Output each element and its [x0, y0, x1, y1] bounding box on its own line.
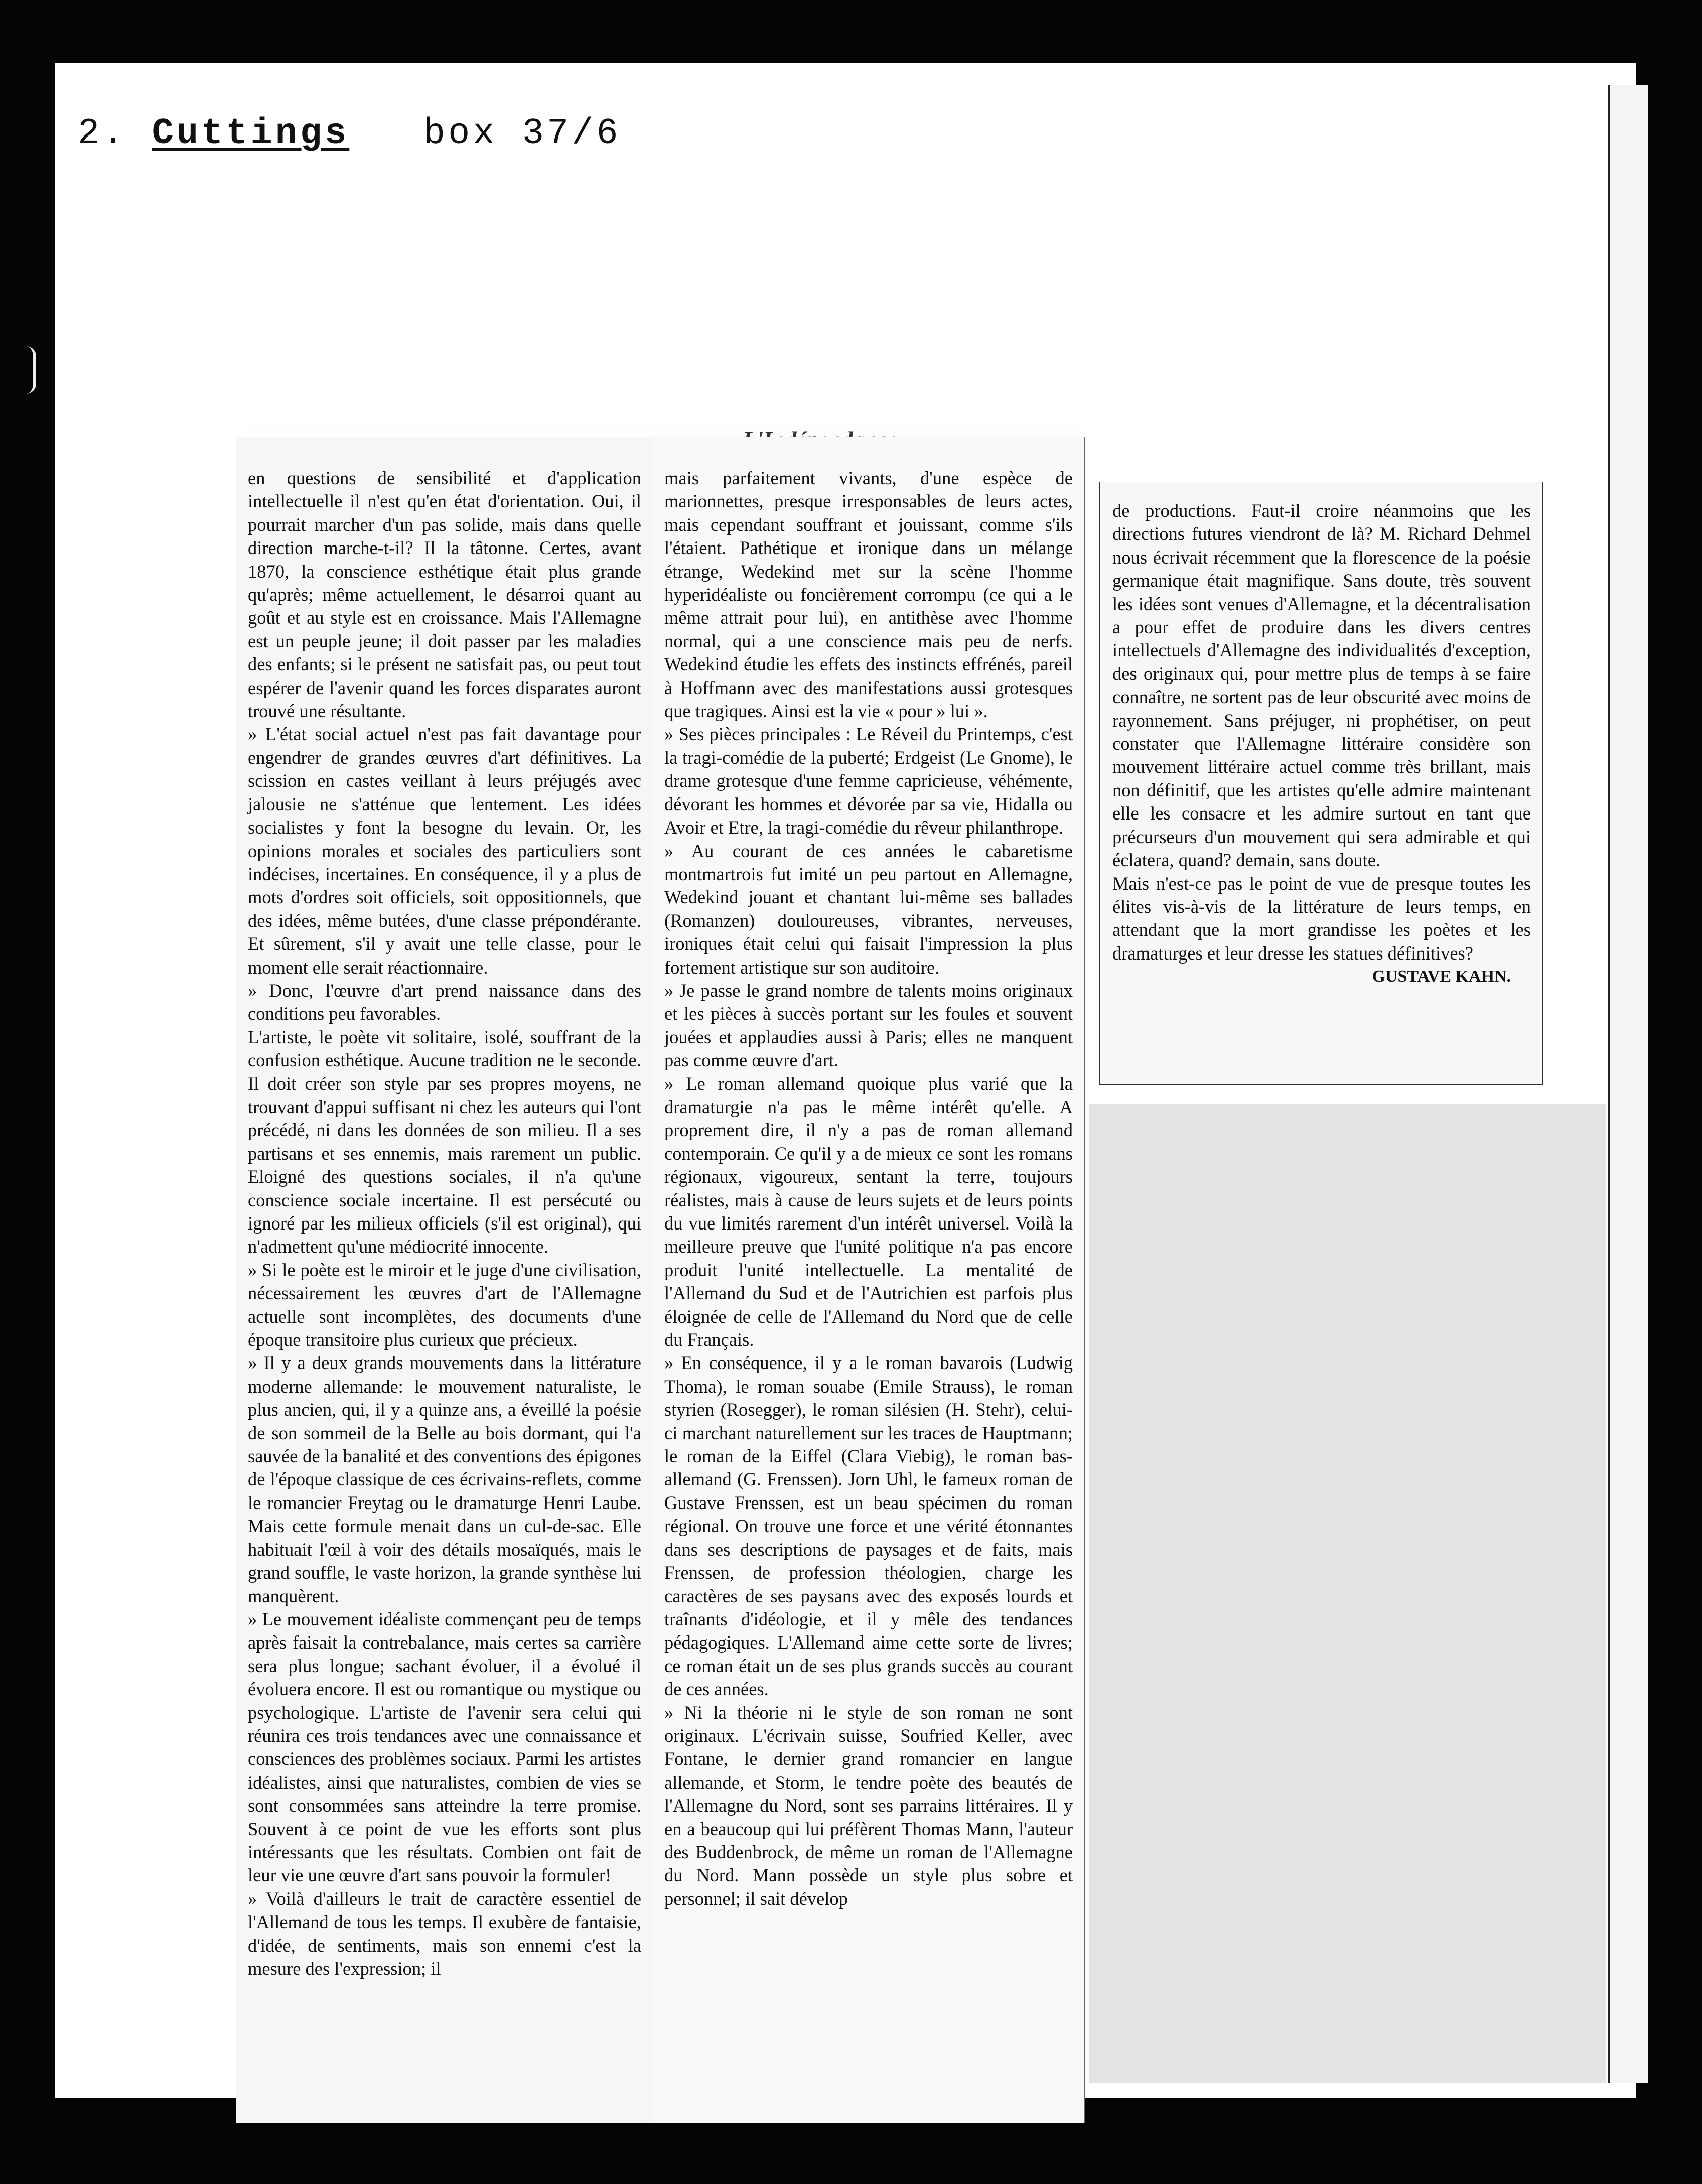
left-column-text — [236, 437, 652, 1980]
clipping-middle-column — [652, 437, 1085, 2123]
right-column-text — [1100, 482, 1542, 989]
middle-paragraph: » Je passe le grand nombre de talents moins originaux et les pièces à succès portant sur les foules et souvent jouées et applaudies aussi à Paris; elles ne manquent pas comme œuvre d'art. — [664, 980, 1073, 1071]
label-cuttings: Cuttings — [152, 113, 350, 154]
left-paragraph: » Il y a deux grands mouvements dans la littérature moderne allemande: le mouvement naturaliste, le plus ancien, qui, il y a quinze ans, a éveillé la poésie de son sommeil de la Belle au bois dormant, qui l'a sauvée de la banalité et des conventions des épigones de l'époque classique de ces écrivains-reflets, comme le romancier Freytag ou le dramaturge Henri Laube. Mais cette formule menait dans un cul-de-sac. Elle habituait l'œil à voir des détails mosaïqués, mais le grand souffle, le vaste horizon, la grande synthèse lui manquèrent. — [248, 1352, 641, 1606]
left-paragraph: » Donc, l'œuvre d'art prend naissance dans des conditions peu favorables. — [248, 980, 641, 1024]
right-paragraph: Mais n'est-ce pas le point de vue de presque toutes les élites vis-à-vis de la littérature de leurs temps, en attendant que la mort grandisse les poètes et les dramaturges et leur dresse les statues définitives? — [1112, 873, 1531, 964]
left-paragraph: » Le mouvement idéaliste commençant peu de temps après faisait la contrebalance, mais certes sa carrière sera plus longue; sachant évoluer, il a évolué il évoluera encore. Il est ou romantique ou mystique ou psychologique. L'artiste de l'avenir sera celui qui réunira ces trois tendances avec une connaissance et consciences des problèmes sociaux. Parmi les artistes idéalistes, ainsi que naturalistes, combien de vies se sont consommées sans atteindre la terre promise. Souvent à ce point de vue les efforts sont plus intéressants que les résultats. Combien ont fait de leur vie une œuvre d'art sans pouvoir la formuler! — [248, 1608, 641, 1886]
middle-paragraph: » Le roman allemand quoique plus varié que la dramaturgie n'a pas le même intérêt qu'elle. A proprement dire, il n'y a pas de roman allemand contemporain. Ce qu'il y a de mieux ce sont les romans régionaux, vigoureux, sentant la terre, toujours réalistes, mais à cause de leurs sujets et de leurs points du vue limités rarement d'un intérêt universel. Voilà la meilleure preuve que l'unité politique n'a pas encore produit l'unité intellectuelle. La mentalité de l'Allemand du Sud et de l'Autrichien est parfois plus éloignée de celle de l'Allemand du Nord que de celle du Français. — [664, 1073, 1073, 1350]
clipping-right-column — [1099, 482, 1543, 1085]
clipping-left-column — [236, 437, 654, 2123]
middle-paragraph: » Ni la théorie ni le style de son roman ne sont originaux. L'écrivain suisse, Soufried Keller, avec Fontane, le dernier grand romancier en langue allemande, et Storm, le tendre poète des beautés de l'Allemagne du Nord, sont ses parrains littéraires. Il y en a beaucoup qui lui préfèrent Thomas Mann, l'auteur des Buddenbrock, de même un roman de l'Allemagne du Nord. Mann possède un style plus sobre et personnel; il sait dévelop — [664, 1702, 1073, 1909]
middle-column-text — [652, 437, 1084, 1910]
left-paragraph: » L'état social actuel n'est pas fait davantage pour engendrer de grandes œuvres d'art définitives. La scission en castes veillant à leurs préjugés avec jalousie ne s'atténue que lentement. Les idées socialistes y font la besogne du levain. Or, les opinions morales et sociales des particuliers sont indécises, incertaines. En conséquence, il y a plus de mots d'ordres soit officiels, soit oppositionnels, que des idées, même butées, d'une classe prépondérante. Et sûrement, s'il y avait une telle classe, pour le moment elle serait réactionnaire. — [248, 724, 641, 978]
sheet-right-edge — [1608, 85, 1648, 2083]
right-paragraph: de productions. Faut-il croire néanmoins que les directions futures viendront de là? M. Richard Dehmel nous écrivait récemment que la florescence de la poésie germanique était magnifique. Sans doute, très souvent les idées sont venues d'Allemagne, et la décentralisation a pour effet de produire dans les divers centres intellectuels d'Allemagne des individualités d'exception, des originaux qui, pour mettre plus de temps à se faire connaître, ne sortent pas de leur obscurité avec moins de rayonnement. Sans préjuger, ni prophétiser, on peut constater que l'Allemagne littéraire considère son mouvement littéraire actuel comme très brillant, mais non définitif, que les artistes qu'elle admire maintenant elle les consacre et les admire surtout en tant que précurseurs d'un mouvement qui sera admirable et qui éclatera, quand? demain, sans doute. — [1112, 500, 1531, 871]
left-paragraph: » Si le poète est le miroir et le juge d'une civilisation, nécessairement les œuvres d'art de l'Allemagne actuelle sont incomplètes, des documents d'une époque transitoire plus curieux que précieux. — [248, 1259, 641, 1350]
left-paragraph: en questions de sensibilité et d'application intellectuelle il n'est qu'en état d'orientation. Oui, il pourrait marcher d'un pas solide, mais dans quelle direction marche-t-il? Il la tâtonne. Certes, avant 1870, la conscience esthétique était plus grande qu'après; même actuellement, le désarroi quant au goût et au style est en croissance. Mais l'Allemagne est un peuple jeune; il doit passer par les maladies des enfants; si le présent ne satisfait pas, ou peut tout espérer de l'avenir quand les forces disparates auront trouvé une résultante. — [248, 468, 641, 722]
left-paragraph: L'artiste, le poète vit solitaire, isolé, souffrant de la confusion esthétique. Aucune tradition ne le seconde. Il doit créer son style par ses propres moyens, ne trouvant d'appui suffisant ni chez les auteurs qui l'ont précédé, ni dans les données de son milieu. Il a ses partisans et ses ennemis, mais rarement un public. Eloigné des questions sociales, il n'a qu'une conscience sociale incertaine. Il est persécuté ou ignoré par les milieux officiels (s'il est original), qui n'admettent qu'une médiocrité innocente. — [248, 1026, 641, 1257]
author-signature: GUSTAVE KAHN. — [1372, 967, 1511, 986]
middle-paragraph: mais parfaitement vivants, d'une espèce de marionnettes, presque irresponsables de leurs actes, mais cependant souffrant et jouissant, comme s'ils l'étaient. Pathétique et ironique dans un mélange étrange, Wedekind met sur la scène l'homme hyperidéaliste ou foncièrement corrompu (ce qui a le même attrait pour lui), en antithèse avec l'homme normal, qui a une conscience mais peu de nerfs. Wedekind étudie les effets des instincts effrénés, pareil à Hoffmann avec des manifestations aussi grotesques que tragiques. Ainsi est la vie « pour » lui ». — [664, 468, 1073, 722]
label-number: 2. — [78, 113, 127, 154]
margin-mark — [26, 346, 36, 394]
middle-paragraph: » Au courant de ces années le cabaretisme montmartrois fut imité un peu partout en Allemagne, Wedekind jouant et chantant lui-même ses ballades (Romanzen) douloureuses, vibrantes, nerveuses, ironiques était celui qui faisait l'impression la plus fortement artistique sur son auditoire. — [664, 840, 1073, 978]
archive-label — [78, 113, 621, 154]
left-paragraph: » Voilà d'ailleurs le trait de caractère essentiel de l'Allemand de tous les temps. Il exubère de fantaisie, d'idée, de sentiments, mais son ennemi c'est la mesure des l'expression; il — [248, 1888, 641, 1979]
page-background-region — [1089, 1104, 1606, 2083]
middle-paragraph: » En conséquence, il y a le roman bavarois (Ludwig Thoma), le roman souabe (Emile Strauss), le roman styrien (Rosegger), le roman silésien (H. Stehr), celui-ci marchant naturellement sur les traces de Hauptmann; le roman de la Eiffel (Clara Viebig), le roman bas-allemand (G. Frenssen). Jorn Uhl, le fameux roman de Gustave Frenssen, est un beau spécimen du roman régional. On trouve une force et une vérité étonnantes dans ses descriptions de paysages et de faits, mais Frenssen, de profession théologien, charge les caractères de ses paysans avec des exposés lourds et traînants d'idéologie, et il y mêle des tendances pédagogiques. L'Allemand aime cette sorte de livres; ce roman était un de ses plus grands succès au courant de ces années. — [664, 1352, 1073, 1700]
middle-paragraph: » Ses pièces principales : Le Réveil du Printemps, c'est la tragi-comédie de la puberté; Erdgeist (Le Gnome), le drame grotesque d'une femme capricieuse, véhémente, dévorant les hommes et dévorée par sa vie, Hidalla ou Avoir et Etre, la tragi-comédie du rêveur philanthrope. — [664, 724, 1073, 838]
label-box: box 37/6 — [423, 113, 621, 154]
